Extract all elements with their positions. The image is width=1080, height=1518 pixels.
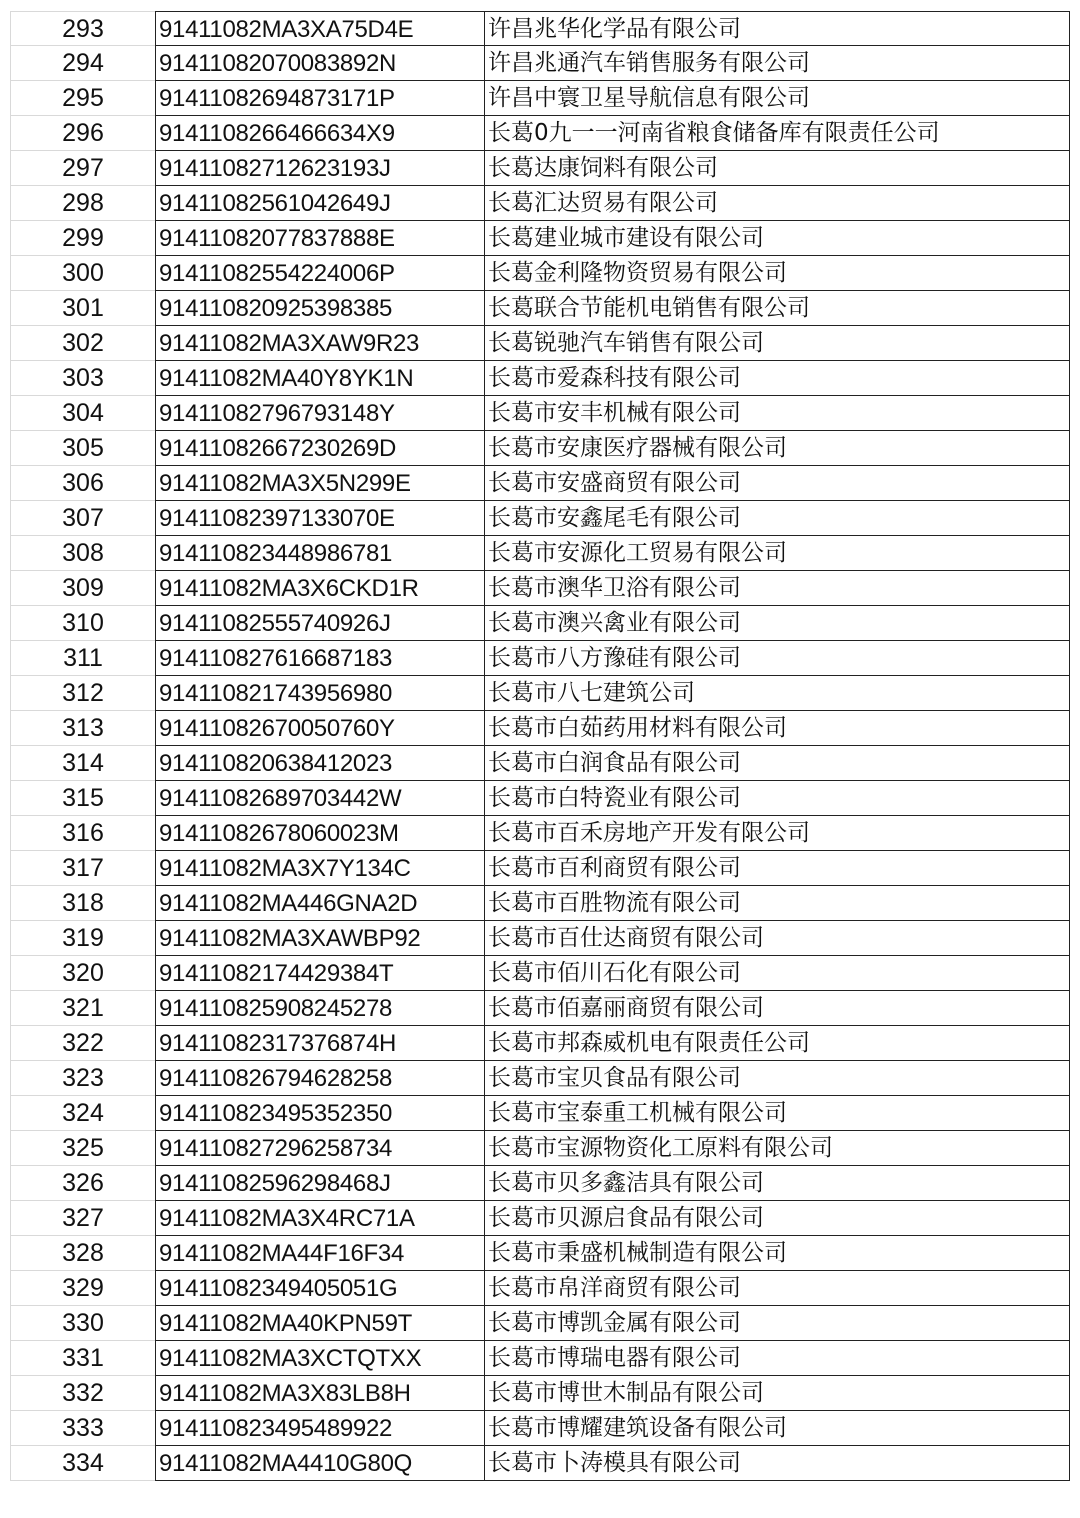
credit-code-cell: 914110823495352350 — [155, 1096, 484, 1131]
company-name-cell: 长葛市安源化工贸易有限公司 — [484, 536, 1070, 571]
table-row — [10, 1446, 1070, 1481]
row-index-cell: 329 — [10, 1271, 155, 1306]
table-row — [10, 256, 1070, 291]
row-index-cell: 325 — [10, 1131, 155, 1166]
row-index-cell: 309 — [10, 571, 155, 606]
credit-code-cell: 91411082MA3X6CKD1R — [155, 571, 484, 606]
table-row — [10, 571, 1070, 606]
credit-code-cell: 91411082689703442W — [155, 781, 484, 816]
credit-code-cell: 914110821743956980 — [155, 676, 484, 711]
company-name-cell: 长葛市佰嘉丽商贸有限公司 — [484, 991, 1070, 1026]
table-row — [10, 291, 1070, 326]
row-index-cell: 293 — [10, 11, 155, 46]
credit-code-cell: 91411082070083892N — [155, 46, 484, 81]
row-index-cell: 310 — [10, 606, 155, 641]
row-index-cell: 316 — [10, 816, 155, 851]
row-index-cell: 294 — [10, 46, 155, 81]
credit-code-cell: 91411082MA3X83LB8H — [155, 1376, 484, 1411]
company-name-cell: 长葛市白茹药用材料有限公司 — [484, 711, 1070, 746]
row-index-cell: 297 — [10, 151, 155, 186]
credit-code-cell: 91411082MA3X5N299E — [155, 466, 484, 501]
company-name-cell: 长葛市安丰机械有限公司 — [484, 396, 1070, 431]
row-index-cell: 300 — [10, 256, 155, 291]
table-row — [10, 396, 1070, 431]
table-row — [10, 361, 1070, 396]
company-name-cell: 长葛市百胜物流有限公司 — [484, 886, 1070, 921]
table-row — [10, 711, 1070, 746]
company-name-cell: 长葛市秉盛机械制造有限公司 — [484, 1236, 1070, 1271]
credit-code-cell: 91411082670050760Y — [155, 711, 484, 746]
credit-code-cell: 91411082667230269D — [155, 431, 484, 466]
company-name-cell: 长葛市帛洋商贸有限公司 — [484, 1271, 1070, 1306]
table-row — [10, 466, 1070, 501]
table-row — [10, 886, 1070, 921]
company-name-cell: 长葛市宝泰重工机械有限公司 — [484, 1096, 1070, 1131]
credit-code-cell: 91411082712623193J — [155, 151, 484, 186]
row-index-cell: 302 — [10, 326, 155, 361]
credit-code-cell: 914110827616687183 — [155, 641, 484, 676]
table-row — [10, 1376, 1070, 1411]
credit-code-cell: 91411082554224006P — [155, 256, 484, 291]
company-name-cell: 长葛建业城市建设有限公司 — [484, 221, 1070, 256]
credit-code-cell: 91411082MA40Y8YK1N — [155, 361, 484, 396]
company-name-cell: 长葛市安盛商贸有限公司 — [484, 466, 1070, 501]
table-row — [10, 956, 1070, 991]
table-row — [10, 1026, 1070, 1061]
table-row — [10, 781, 1070, 816]
company-name-cell: 长葛市博耀建筑设备有限公司 — [484, 1411, 1070, 1446]
company-name-cell: 长葛市卜涛模具有限公司 — [484, 1446, 1070, 1481]
row-index-cell: 303 — [10, 361, 155, 396]
row-index-cell: 295 — [10, 81, 155, 116]
row-index-cell: 328 — [10, 1236, 155, 1271]
table-row — [10, 921, 1070, 956]
company-registry-table — [10, 11, 1070, 1481]
table-row — [10, 536, 1070, 571]
table-row — [10, 676, 1070, 711]
row-index-cell: 306 — [10, 466, 155, 501]
company-name-cell: 长葛市八七建筑公司 — [484, 676, 1070, 711]
table-row — [10, 606, 1070, 641]
credit-code-cell: 91411082678060023M — [155, 816, 484, 851]
company-name-cell: 长葛市博凯金属有限公司 — [484, 1306, 1070, 1341]
table-row — [10, 221, 1070, 256]
row-index-cell: 315 — [10, 781, 155, 816]
credit-code-cell: 91411082MA40KPN59T — [155, 1306, 484, 1341]
row-index-cell: 327 — [10, 1201, 155, 1236]
row-index-cell: 298 — [10, 186, 155, 221]
row-index-cell: 305 — [10, 431, 155, 466]
company-name-cell: 长葛市白特瓷业有限公司 — [484, 781, 1070, 816]
row-index-cell: 296 — [10, 116, 155, 151]
row-index-cell: 322 — [10, 1026, 155, 1061]
credit-code-cell: 91411082MA3XAW9R23 — [155, 326, 484, 361]
table-row — [10, 46, 1070, 81]
credit-code-cell: 914110825908245278 — [155, 991, 484, 1026]
credit-code-cell: 914110823495489922 — [155, 1411, 484, 1446]
row-index-cell: 326 — [10, 1166, 155, 1201]
table-row — [10, 991, 1070, 1026]
table-row — [10, 1341, 1070, 1376]
row-index-cell: 332 — [10, 1376, 155, 1411]
credit-code-cell: 91411082MA3X7Y134C — [155, 851, 484, 886]
credit-code-cell: 91411082MA4410G80Q — [155, 1446, 484, 1481]
row-index-cell: 333 — [10, 1411, 155, 1446]
credit-code-cell: 91411082077837888E — [155, 221, 484, 256]
row-index-cell: 334 — [10, 1446, 155, 1481]
row-index-cell: 331 — [10, 1341, 155, 1376]
row-index-cell: 308 — [10, 536, 155, 571]
credit-code-cell: 91411082174429384T — [155, 956, 484, 991]
credit-code-cell: 914110826794628258 — [155, 1061, 484, 1096]
row-index-cell: 301 — [10, 291, 155, 326]
table-row — [10, 431, 1070, 466]
credit-code-cell: 914110827296258734 — [155, 1131, 484, 1166]
company-name-cell: 长葛市爱森科技有限公司 — [484, 361, 1070, 396]
company-name-cell: 长葛锐驰汽车销售有限公司 — [484, 326, 1070, 361]
company-name-cell: 长葛市宝源物资化工原料有限公司 — [484, 1131, 1070, 1166]
table-row — [10, 1271, 1070, 1306]
row-index-cell: 307 — [10, 501, 155, 536]
company-name-cell: 长葛市安康医疗器械有限公司 — [484, 431, 1070, 466]
row-index-cell: 324 — [10, 1096, 155, 1131]
table-row — [10, 11, 1070, 46]
row-index-cell: 323 — [10, 1061, 155, 1096]
row-index-cell: 320 — [10, 956, 155, 991]
credit-code-cell: 91411082MA3XCTQTXX — [155, 1341, 484, 1376]
company-name-cell: 长葛市安鑫尾毛有限公司 — [484, 501, 1070, 536]
table-row — [10, 1166, 1070, 1201]
credit-code-cell: 91411082397133070E — [155, 501, 484, 536]
company-name-cell: 长葛市澳兴禽业有限公司 — [484, 606, 1070, 641]
row-index-cell: 311 — [10, 641, 155, 676]
row-index-cell: 313 — [10, 711, 155, 746]
row-index-cell: 299 — [10, 221, 155, 256]
company-name-cell: 长葛市博瑞电器有限公司 — [484, 1341, 1070, 1376]
credit-code-cell: 914110820925398385 — [155, 291, 484, 326]
company-name-cell: 长葛联合节能机电销售有限公司 — [484, 291, 1070, 326]
credit-code-cell: 91411082349405051G — [155, 1271, 484, 1306]
company-name-cell: 长葛市百利商贸有限公司 — [484, 851, 1070, 886]
table-row — [10, 1201, 1070, 1236]
row-index-cell: 314 — [10, 746, 155, 781]
company-name-cell: 长葛市八方豫硅有限公司 — [484, 641, 1070, 676]
credit-code-cell: 9141108266466634X9 — [155, 116, 484, 151]
company-name-cell: 长葛市百禾房地产开发有限公司 — [484, 816, 1070, 851]
credit-code-cell: 914110823448986781 — [155, 536, 484, 571]
row-index-cell: 330 — [10, 1306, 155, 1341]
table-row — [10, 1236, 1070, 1271]
company-name-cell: 长葛金利隆物资贸易有限公司 — [484, 256, 1070, 291]
row-index-cell: 304 — [10, 396, 155, 431]
credit-code-cell: 91411082796793148Y — [155, 396, 484, 431]
table-row — [10, 116, 1070, 151]
company-name-cell: 长葛市佰川石化有限公司 — [484, 956, 1070, 991]
company-name-cell: 长葛市贝源启食品有限公司 — [484, 1201, 1070, 1236]
company-name-cell: 长葛汇达贸易有限公司 — [484, 186, 1070, 221]
row-index-cell: 318 — [10, 886, 155, 921]
row-index-cell: 319 — [10, 921, 155, 956]
table-row — [10, 81, 1070, 116]
table-row — [10, 851, 1070, 886]
credit-code-cell: 91411082317376874H — [155, 1026, 484, 1061]
company-name-cell: 许昌兆通汽车销售服务有限公司 — [484, 46, 1070, 81]
company-name-cell: 长葛市博世木制品有限公司 — [484, 1376, 1070, 1411]
company-name-cell: 长葛市百仕达商贸有限公司 — [484, 921, 1070, 956]
company-name-cell: 长葛0九一一河南省粮食储备库有限责任公司 — [484, 116, 1070, 151]
table-row — [10, 816, 1070, 851]
company-name-cell: 长葛市邦森威机电有限责任公司 — [484, 1026, 1070, 1061]
credit-code-cell: 91411082MA44F16F34 — [155, 1236, 484, 1271]
company-name-cell: 长葛市澳华卫浴有限公司 — [484, 571, 1070, 606]
company-name-cell: 长葛市贝多鑫洁具有限公司 — [484, 1166, 1070, 1201]
table-row — [10, 501, 1070, 536]
credit-code-cell: 91411082694873171P — [155, 81, 484, 116]
table-row — [10, 641, 1070, 676]
credit-code-cell: 91411082MA3XA75D4E — [155, 11, 484, 46]
table-row — [10, 326, 1070, 361]
credit-code-cell: 91411082MA446GNA2D — [155, 886, 484, 921]
credit-code-cell: 91411082MA3XAWBP92 — [155, 921, 484, 956]
table-row — [10, 1131, 1070, 1166]
credit-code-cell: 91411082596298468J — [155, 1166, 484, 1201]
table-row — [10, 1306, 1070, 1341]
company-name-cell: 许昌中寰卫星导航信息有限公司 — [484, 81, 1070, 116]
row-index-cell: 317 — [10, 851, 155, 886]
credit-code-cell: 91411082MA3X4RC71A — [155, 1201, 484, 1236]
company-name-cell: 许昌兆华化学品有限公司 — [484, 11, 1070, 46]
company-name-cell: 长葛市宝贝食品有限公司 — [484, 1061, 1070, 1096]
credit-code-cell: 91411082561042649J — [155, 186, 484, 221]
row-index-cell: 312 — [10, 676, 155, 711]
table-row — [10, 186, 1070, 221]
company-name-cell: 长葛达康饲料有限公司 — [484, 151, 1070, 186]
company-name-cell: 长葛市白润食品有限公司 — [484, 746, 1070, 781]
credit-code-cell: 91411082555740926J — [155, 606, 484, 641]
table-row — [10, 746, 1070, 781]
table-row — [10, 151, 1070, 186]
row-index-cell: 321 — [10, 991, 155, 1026]
table-row — [10, 1061, 1070, 1096]
table-row — [10, 1096, 1070, 1131]
credit-code-cell: 914110820638412023 — [155, 746, 484, 781]
table-row — [10, 1411, 1070, 1446]
